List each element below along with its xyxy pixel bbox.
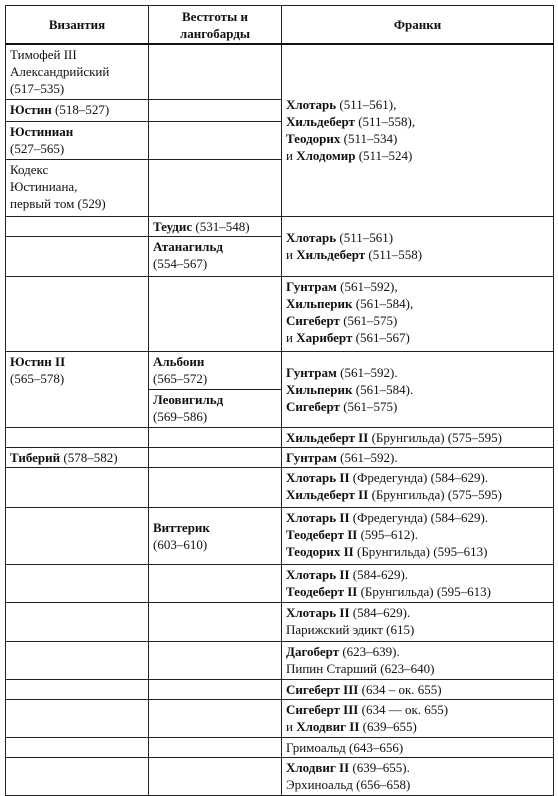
table-row xyxy=(6,44,554,99)
cell-empty xyxy=(149,679,282,699)
cell-empty xyxy=(6,427,149,447)
cell-witteric: Виттерик (603–610) xyxy=(149,507,282,564)
cell-franks-block-12: Сигеберт III (634 – ок. 655) xyxy=(282,679,554,699)
cell-alboin: Альбоин (565–572) xyxy=(149,351,282,389)
header-franks: Франки xyxy=(282,6,554,45)
cell-empty xyxy=(6,216,149,236)
cell-empty xyxy=(6,276,149,351)
cell-justin-ii: Юстин II (565–578) xyxy=(6,351,149,427)
cell-empty xyxy=(149,641,282,679)
cell-franks-block-8: Хлотарь II (Фредегунда) (584–629). Теодеберт II (595–612). Теодорих II (Брунгильда) (595–613) xyxy=(282,507,554,564)
cell-franks-block-9: Хлотарь II (584-629). Теодеберт II (Брунгильда) (595–613) xyxy=(282,564,554,602)
cell-franks-block-11: Дагоберт (623–639). Пипин Старший (623–640) xyxy=(282,641,554,679)
cell-franks-block-1: Хлотарь (511–561), Хильдеберт (511–558), Теодорих (511–534) и Хлодомир (511–524) xyxy=(282,44,554,216)
cell-empty xyxy=(6,679,149,699)
cell-empty xyxy=(149,737,282,757)
table-row xyxy=(6,216,554,236)
cell-empty xyxy=(149,159,282,216)
cell-empty xyxy=(149,99,282,121)
table-row xyxy=(6,679,554,699)
cell-empty xyxy=(149,447,282,467)
cell-empty xyxy=(149,427,282,447)
table-row xyxy=(6,507,554,564)
table-row xyxy=(6,467,554,507)
table-row xyxy=(6,351,554,389)
table-row xyxy=(6,447,554,467)
cell-theudis: Теудис (531–548) xyxy=(149,216,282,236)
cell-franks-block-14: Гримоальд (643–656) xyxy=(282,737,554,757)
chronology-table xyxy=(5,5,554,796)
cell-franks-block-6: Гунтрам (561–592). xyxy=(282,447,554,467)
cell-tiberius: Тиберий (578–582) xyxy=(6,447,149,467)
table-row xyxy=(6,276,554,351)
cell-empty xyxy=(149,699,282,737)
cell-empty xyxy=(6,236,149,276)
cell-franks-block-4: Гунтрам (561–592). Хильперик (561–584). Сигеберт (561–575) xyxy=(282,351,554,427)
cell-leovigild: Леовигильд (569–586) xyxy=(149,389,282,427)
cell-empty xyxy=(149,467,282,507)
cell-empty xyxy=(149,757,282,795)
table-row xyxy=(6,641,554,679)
cell-franks-block-5: Хильдеберт II (Брунгильда) (575–595) xyxy=(282,427,554,447)
cell-justinian: Юстиниан (527–565) xyxy=(6,121,149,159)
cell-franks-block-7: Хлотарь II (Фредегунда) (584–629). Хильдеберт II (Брунгильда) (575–595) xyxy=(282,467,554,507)
cell-athanagild: Атанагильд (554–567) xyxy=(149,236,282,276)
table-row xyxy=(6,757,554,795)
cell-empty xyxy=(149,44,282,99)
table-row xyxy=(6,737,554,757)
cell-franks-block-15: Хлодвиг II (639–655). Эрхиноальд (656–658) xyxy=(282,757,554,795)
table-row xyxy=(6,564,554,602)
cell-empty xyxy=(6,641,149,679)
cell-empty xyxy=(6,507,149,564)
cell-franks-block-13: Сигеберт III (634 — ок. 655) и Хлодвиг II (639–655) xyxy=(282,699,554,737)
table-row xyxy=(6,699,554,737)
table-row xyxy=(6,427,554,447)
cell-empty xyxy=(149,564,282,602)
cell-codex: Кодекс Юстиниана, первый том (529) xyxy=(6,159,149,216)
table-row xyxy=(6,602,554,641)
cell-franks-block-2: Хлотарь (511–561) и Хильдеберт (511–558) xyxy=(282,216,554,276)
cell-franks-block-10: Хлотарь II (584–629). Парижский эдикт (615) xyxy=(282,602,554,641)
cell-empty xyxy=(6,757,149,795)
cell-empty xyxy=(6,467,149,507)
cell-empty xyxy=(6,602,149,641)
cell-empty xyxy=(6,737,149,757)
header-visigoths-lombards: Вестготы и лангобарды xyxy=(149,6,282,45)
header-byzantium: Византия xyxy=(6,6,149,45)
cell-empty xyxy=(149,121,282,159)
cell-timofey: Тимофей III Александрийский (517–535) xyxy=(6,44,149,99)
cell-justin: Юстин (518–527) xyxy=(6,99,149,121)
cell-empty xyxy=(149,276,282,351)
cell-empty xyxy=(149,602,282,641)
cell-empty xyxy=(6,699,149,737)
header-row xyxy=(6,6,554,45)
cell-empty xyxy=(6,564,149,602)
cell-franks-block-3: Гунтрам (561–592), Хильперик (561–584), Сигеберт (561–575) и Хариберт (561–567) xyxy=(282,276,554,351)
